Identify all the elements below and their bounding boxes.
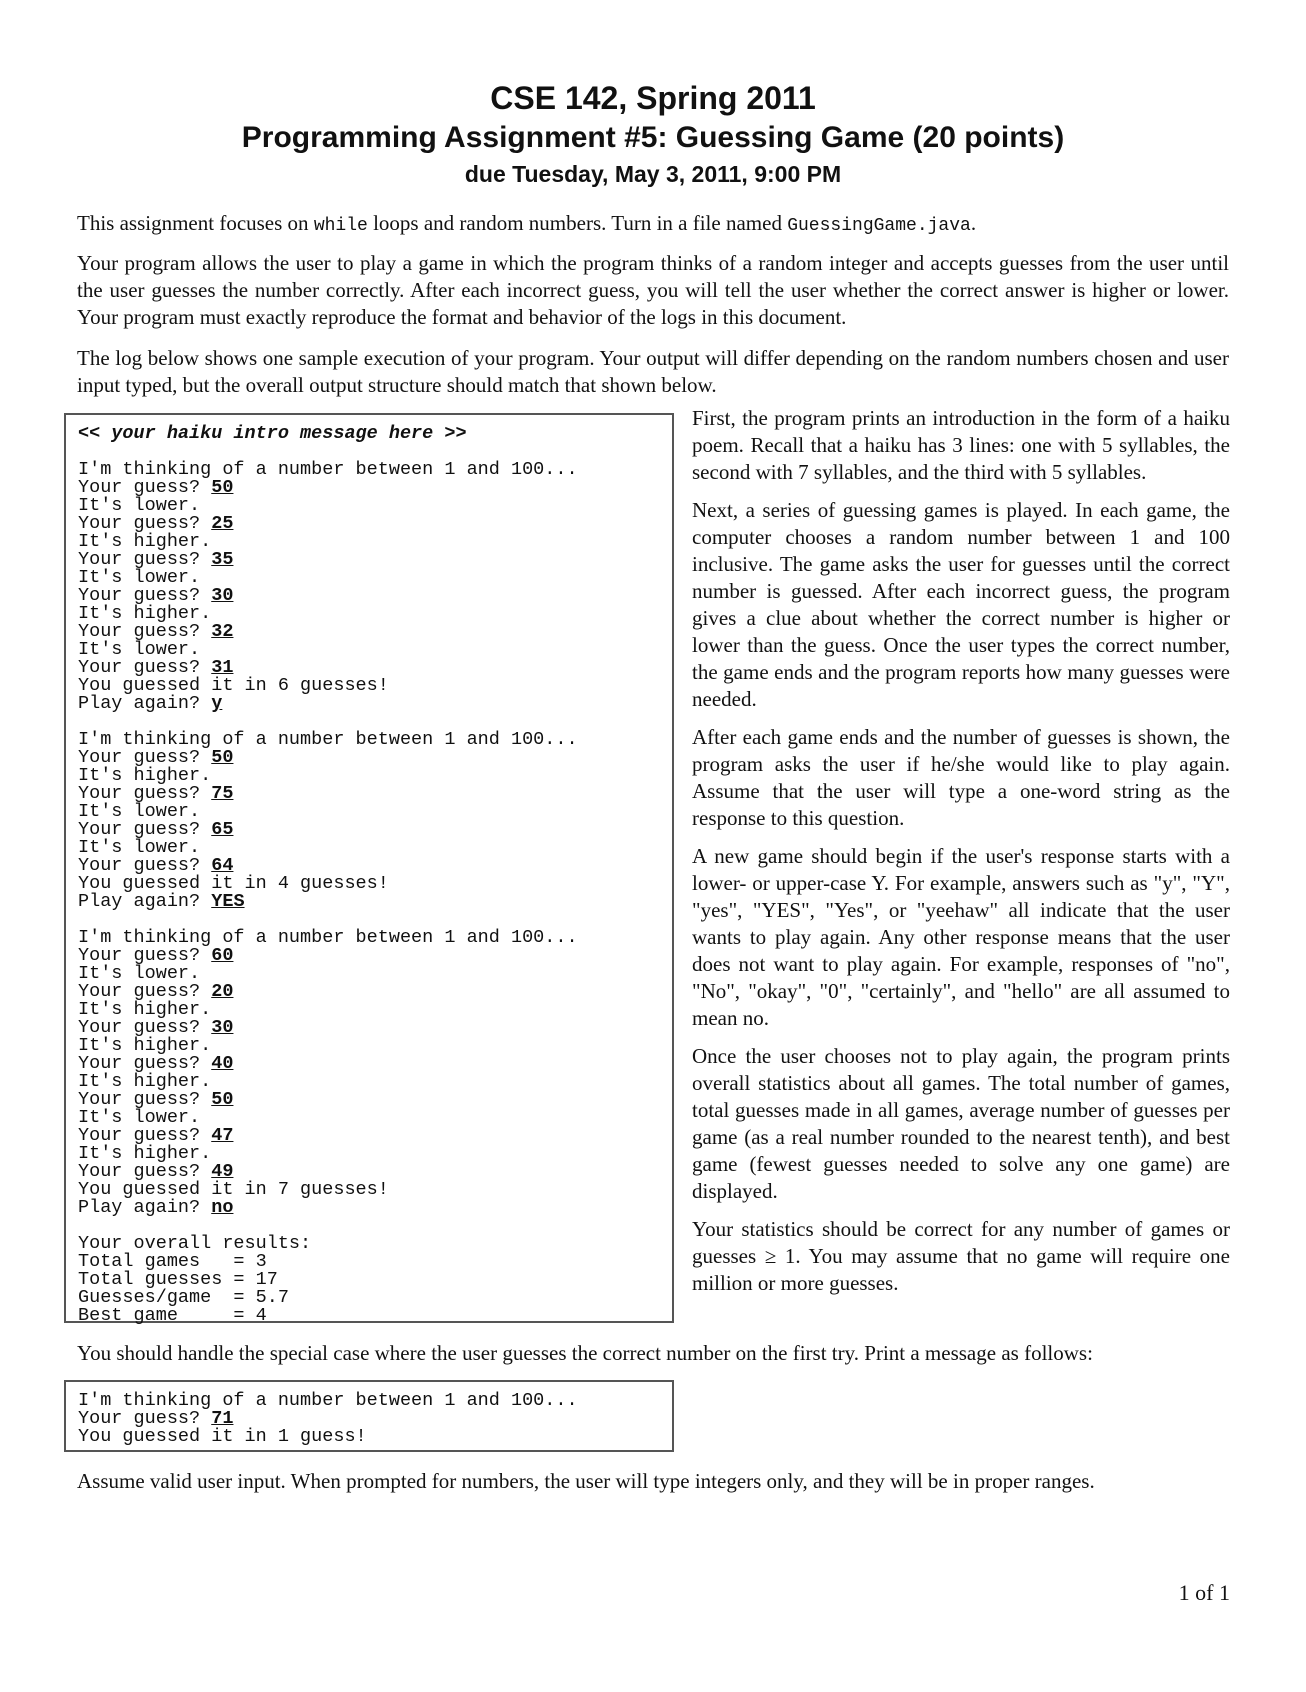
log-result-line: You guessed it in 6 guesses! [78, 675, 389, 696]
stats-log [78, 1235, 672, 1325]
log-stats-line: Guesses/game = 5.7 [78, 1287, 289, 1308]
log-hint-line: It's higher. [78, 1035, 212, 1056]
page-number: 1 of 1 [1178, 1580, 1230, 1605]
user-input: 65 [211, 819, 234, 840]
log-stats-line: Best game = 4 [78, 1305, 267, 1326]
log-prompt: Play again? [78, 1197, 212, 1218]
log-thinking-line: I'm thinking of a number between 1 and 100... [78, 927, 578, 948]
log-stats-line: Your overall results: [78, 1233, 312, 1254]
user-input: no [211, 1197, 234, 1218]
log-prompt: Your guess? [78, 549, 212, 570]
log-prompt: Play again? [78, 891, 212, 912]
log-result-line: You guessed it in 1 guess! [78, 1426, 367, 1447]
log-hint-line: It's higher. [78, 999, 212, 1020]
user-input: 71 [211, 1408, 234, 1429]
log-prompt: Your guess? [78, 819, 212, 840]
game-log-2 [78, 731, 672, 911]
log-hint-line: It's higher. [78, 531, 212, 552]
explanation-paragraph-2: Next, a series of guessing games is played. In each game, the computer chooses a random number between 1 and 100 inclusive. The game asks the user for guesses until the correct number is guessed. After each incorrect guess, the program gives a clue about whether the correct number is higher or lower than the guess. Once the user types the correct number, the game ends and the program reports how many guesses were needed. [692, 498, 1230, 711]
user-input: 30 [211, 585, 234, 606]
log-prompt: Your guess? [78, 981, 212, 1002]
game-log-1 [78, 461, 672, 713]
log-prompt: Your guess? [78, 477, 212, 498]
log-result-line: You guessed it in 4 guesses! [78, 873, 389, 894]
log-prompt: Your guess? [78, 1161, 212, 1182]
log-thinking-line: I'm thinking of a number between 1 and 100... [78, 459, 578, 480]
due-date: due Tuesday, May 3, 2011, 9:00 PM [464, 161, 842, 187]
user-input: 25 [211, 513, 234, 534]
intro-text: loops and random numbers. Turn in a file named [367, 211, 788, 235]
user-input: 32 [211, 621, 234, 642]
user-input: 50 [211, 477, 234, 498]
assumption-text: Assume valid user input. When prompted for numbers, the user will type integers only, and they will be in proper ranges. [77, 1469, 1095, 1493]
log-prompt: Your guess? [78, 1017, 212, 1038]
log-hint-line: It's lower. [78, 567, 201, 588]
intro-text: . [970, 211, 977, 235]
user-input: 64 [211, 855, 234, 876]
course-title: CSE 142, Spring 2011 [490, 80, 816, 116]
log-hint-line: It's lower. [78, 1107, 201, 1128]
document-header [0, 78, 1306, 190]
log-hint-line: It's higher. [78, 603, 212, 624]
haiku-placeholder: << your haiku intro message here >> [78, 423, 467, 444]
game-log-3 [78, 929, 672, 1217]
log-stats-line: Total guesses = 17 [78, 1269, 278, 1290]
code-while: while [313, 216, 368, 236]
log-prompt: Your guess? [78, 855, 212, 876]
special-case-text: You should handle the special case where the user guesses the correct number on the first try. Print a message as follows: [77, 1341, 1093, 1365]
log-prompt-line [78, 695, 672, 713]
user-input: 60 [211, 945, 234, 966]
log-thinking-line: I'm thinking of a number between 1 and 100... [78, 729, 578, 750]
intro-paragraph-1 [77, 210, 1229, 240]
explanation-paragraph-3: After each game ends and the number of guesses is shown, the program asks the user if he/she would like to play again. Assume that the user will type a one-word string as the response to this question. [692, 725, 1230, 830]
log-hint-line: It's lower. [78, 801, 201, 822]
log-hint-line: It's higher. [78, 1071, 212, 1092]
user-input: 47 [211, 1125, 234, 1146]
log-hint-line: It's higher. [78, 1143, 212, 1164]
log-hint-line: It's lower. [78, 963, 201, 984]
sample-log-box [64, 413, 674, 1326]
user-input: 50 [211, 1089, 234, 1110]
special-case-log-box [64, 1380, 674, 1452]
assignment-title: Programming Assignment #5: Guessing Game (20 points) [241, 121, 1065, 154]
explanation-paragraph-4: A new game should begin if the user's response starts with a lower- or upper-case Y. For example, answers such as "y", "Y", "yes", "YES", "Yes", or "yeehaw" all indicate that the user wants to play again. Any other response means that the user does not want to play again. For example, responses of "no", "No", "okay", "0", "certainly", and "hello" are all assumed to mean no. [692, 844, 1230, 1030]
log-prompt: Your guess? [78, 945, 212, 966]
log-prompt: Your guess? [78, 621, 212, 642]
log-prompt: Your guess? [78, 585, 212, 606]
user-input: 50 [211, 747, 234, 768]
user-input: 40 [211, 1053, 234, 1074]
user-input: 49 [211, 1161, 234, 1182]
log-prompt: Your guess? [78, 1125, 212, 1146]
log-prompt: Play again? [78, 693, 212, 714]
log-prompt: Your guess? [78, 1089, 212, 1110]
user-input: 31 [211, 657, 234, 678]
intro-paragraph-3: The log below shows one sample execution of your program. Your output will differ depending on the random numbers chosen and user input typed, but the overall output structure should match that shown below. [77, 346, 1229, 397]
log-result-line: You guessed it in 7 guesses! [78, 1179, 389, 1200]
code-filename: GuessingGame.java [787, 216, 971, 236]
log-hint-line: It's lower. [78, 837, 201, 858]
explanation-paragraph-6: Your statistics should be correct for any number of games or guesses ≥ 1. You may assume that no game will require one million or more guesses. [692, 1217, 1230, 1295]
log-prompt: Your guess? [78, 513, 212, 534]
user-input: 20 [211, 981, 234, 1002]
log-prompt: Your guess? [78, 1408, 212, 1429]
log-hint-line: It's lower. [78, 639, 201, 660]
log-prompt: Your guess? [78, 657, 212, 678]
explanation-column [692, 405, 1230, 1308]
explanation-paragraph-5: Once the user chooses not to play again, the program prints overall statistics about all games. The total number of games, total guesses made in all games, average number of guesses per game (as a real number rounded to the nearest tenth), and best game (fewest guesses needed to solve any one game) are displayed. [692, 1044, 1230, 1203]
intro-text: This assignment focuses on [77, 211, 314, 235]
log-hint-line: It's higher. [78, 765, 212, 786]
user-input: y [211, 693, 223, 714]
log-prompt: Your guess? [78, 747, 212, 768]
user-input: YES [211, 891, 245, 912]
intro-paragraph-2: Your program allows the user to play a game in which the program thinks of a random integer and accepts guesses from the user until the user guesses the number correctly. After each incorrect guess, you will tell the user whether the correct answer is higher or lower. Your program must exactly reproduce the format and behavior of the logs in this document. [77, 251, 1229, 329]
log-prompt: Your guess? [78, 783, 212, 804]
log-thinking-line: I'm thinking of a number between 1 and 100... [78, 1390, 578, 1411]
log-prompt-line [78, 1199, 672, 1217]
user-input: 35 [211, 549, 234, 570]
user-input: 30 [211, 1017, 234, 1038]
log-prompt: Your guess? [78, 1053, 212, 1074]
log-prompt-line [78, 893, 672, 911]
explanation-paragraph-1: First, the program prints an introduction in the form of a haiku poem. Recall that a haiku has 3 lines: one with 5 syllables, the second with 7 syllables, and the third with 5 syllables. [692, 406, 1230, 484]
log-hint-line: It's lower. [78, 495, 201, 516]
user-input: 75 [211, 783, 234, 804]
log-stats-line: Total games = 3 [78, 1251, 267, 1272]
